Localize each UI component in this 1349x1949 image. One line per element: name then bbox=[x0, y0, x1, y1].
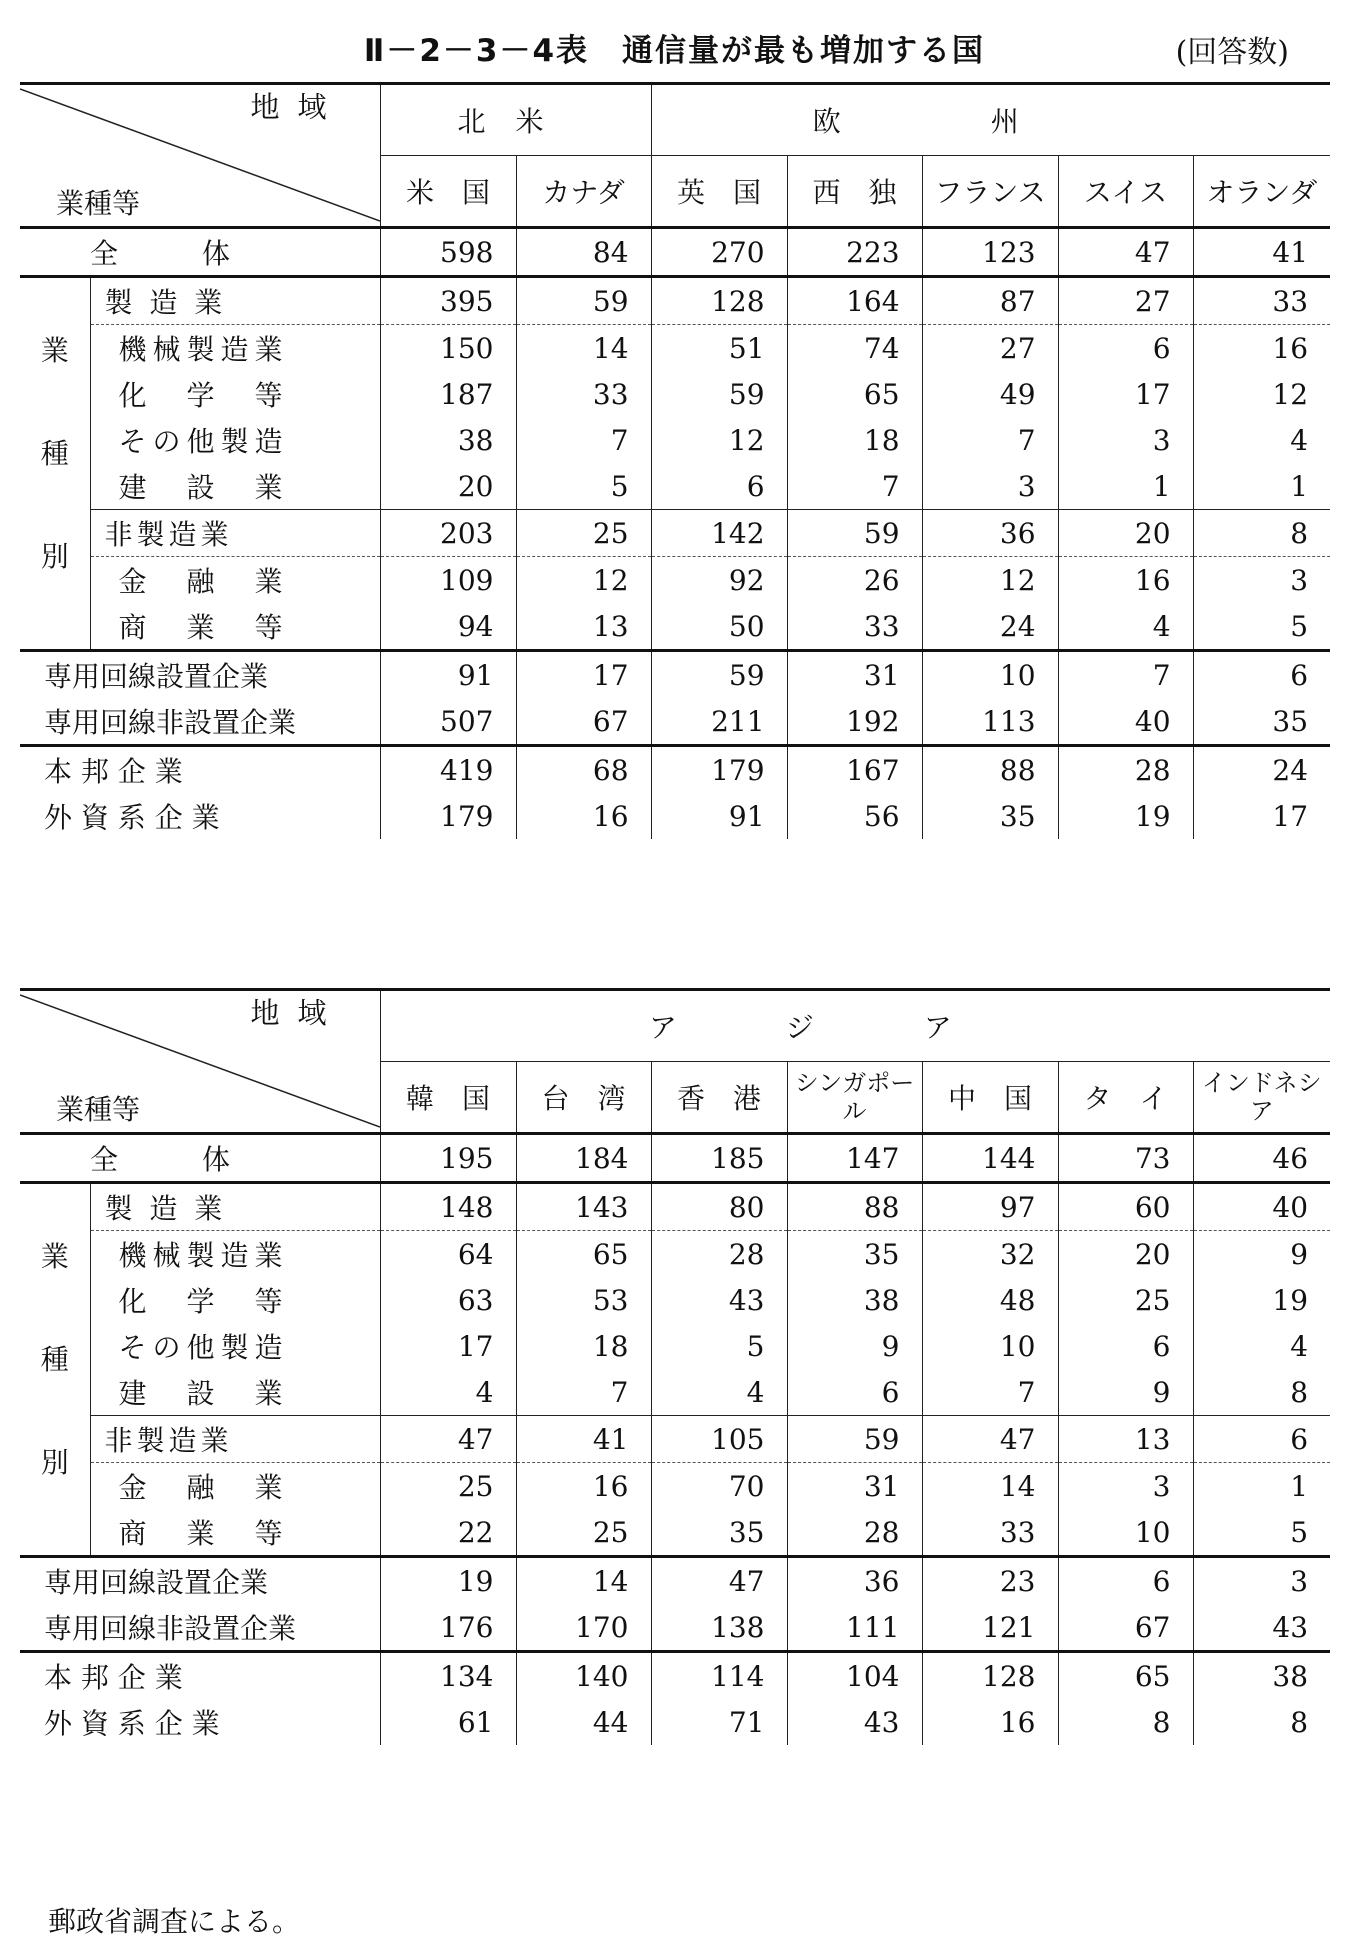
table-cell: 28 bbox=[787, 1509, 922, 1557]
table-cell: 22 bbox=[380, 1509, 516, 1557]
table-cell: 74 bbox=[787, 325, 922, 372]
table-cell: 4 bbox=[1193, 1323, 1330, 1369]
table-cell: 59 bbox=[651, 651, 787, 699]
table-cell: 3 bbox=[1193, 1557, 1330, 1605]
table-row bbox=[20, 228, 1330, 277]
row-label: 商 業 等 bbox=[90, 603, 380, 651]
table-cell: 123 bbox=[922, 228, 1058, 277]
table-cell: 140 bbox=[516, 1652, 651, 1700]
table-cell: 16 bbox=[922, 1699, 1058, 1745]
table-cell: 148 bbox=[380, 1183, 516, 1231]
table-cell: 18 bbox=[516, 1323, 651, 1369]
table-cell: 43 bbox=[787, 1699, 922, 1745]
row-label: 専用回線非設置企業 bbox=[44, 706, 297, 739]
row-label: 非製造業 bbox=[90, 510, 380, 557]
table-cell: 4 bbox=[380, 1369, 516, 1416]
table-cell: 53 bbox=[516, 1277, 651, 1323]
table-row bbox=[20, 371, 1330, 417]
column-header: 米 国 bbox=[380, 156, 516, 228]
row-label: 機械製造業 bbox=[90, 325, 380, 372]
table-cell: 59 bbox=[516, 277, 651, 325]
table-row bbox=[20, 1557, 1330, 1605]
table-row bbox=[20, 463, 1330, 510]
table-cell: 598 bbox=[380, 228, 516, 277]
column-header: 台 湾 bbox=[516, 1062, 651, 1134]
table-cell: 16 bbox=[516, 1463, 651, 1510]
row-label: 本 邦 企 業 bbox=[20, 746, 380, 794]
table-cell: 184 bbox=[516, 1134, 651, 1183]
table-cell: 50 bbox=[651, 603, 787, 651]
table-cell: 8 bbox=[1193, 1699, 1330, 1745]
table-cell: 195 bbox=[380, 1134, 516, 1183]
table-row bbox=[20, 1416, 1330, 1463]
table-cell: 38 bbox=[380, 417, 516, 463]
row-label: 機械製造業 bbox=[90, 1231, 380, 1278]
table-cell: 87 bbox=[922, 277, 1058, 325]
row-label: 外 資 系 企 業 bbox=[44, 801, 220, 834]
table-cell: 3 bbox=[1058, 1463, 1193, 1510]
table-cell: 17 bbox=[380, 1323, 516, 1369]
row-label: 製 造 業 bbox=[90, 277, 380, 325]
side-label-column bbox=[20, 1183, 90, 1557]
table-cell: 25 bbox=[380, 1463, 516, 1510]
column-header: カナダ bbox=[516, 156, 651, 228]
table-cell: 185 bbox=[651, 1134, 787, 1183]
table-cell: 10 bbox=[1058, 1509, 1193, 1557]
table-cell: 9 bbox=[1193, 1231, 1330, 1278]
side-label-column bbox=[20, 277, 90, 651]
table-row bbox=[20, 417, 1330, 463]
table-cell: 70 bbox=[651, 1463, 787, 1510]
table-cell: 65 bbox=[516, 1231, 651, 1278]
table-cell: 14 bbox=[516, 1557, 651, 1605]
table-cell: 64 bbox=[380, 1231, 516, 1278]
table-cell: 16 bbox=[1058, 557, 1193, 604]
table-cell: 203 bbox=[380, 510, 516, 557]
table-cell: 3 bbox=[1193, 557, 1330, 604]
corner-header bbox=[20, 84, 380, 228]
table-row bbox=[20, 1604, 1330, 1652]
table-cell: 187 bbox=[380, 371, 516, 417]
table-cell: 395 bbox=[380, 277, 516, 325]
table-cell: 164 bbox=[787, 277, 922, 325]
table-cell: 10 bbox=[922, 1323, 1058, 1369]
table-cell: 134 bbox=[380, 1652, 516, 1700]
table-row bbox=[20, 1134, 1330, 1183]
table-row bbox=[20, 746, 1330, 794]
table-cell: 143 bbox=[516, 1183, 651, 1231]
row-label: 化 学 等 bbox=[90, 1277, 380, 1323]
row-label: 外 資 系 企 業 bbox=[44, 1707, 220, 1740]
table-cell: 65 bbox=[787, 371, 922, 417]
table-cell: 25 bbox=[516, 1509, 651, 1557]
table-cell: 179 bbox=[380, 793, 516, 839]
table-cell: 7 bbox=[516, 417, 651, 463]
table-cell: 16 bbox=[516, 793, 651, 839]
table-cell: 5 bbox=[1193, 1509, 1330, 1557]
table-cell: 47 bbox=[380, 1416, 516, 1463]
table-cell: 114 bbox=[651, 1652, 787, 1700]
table-cell: 27 bbox=[922, 325, 1058, 372]
table-cell: 211 bbox=[651, 698, 787, 746]
table-cell: 20 bbox=[1058, 510, 1193, 557]
table-north-america-europe bbox=[20, 82, 1330, 839]
table-cell: 8 bbox=[1193, 510, 1330, 557]
table-cell: 13 bbox=[516, 603, 651, 651]
table-cell: 17 bbox=[1193, 793, 1330, 839]
row-label: 本 邦 企 業 bbox=[20, 1652, 380, 1700]
table-cell: 12 bbox=[651, 417, 787, 463]
table-cell: 97 bbox=[922, 1183, 1058, 1231]
table-cell: 38 bbox=[1193, 1652, 1330, 1700]
table-cell: 3 bbox=[1058, 417, 1193, 463]
table-row bbox=[20, 510, 1330, 557]
row-label: 専用回線設置企業 bbox=[20, 651, 380, 699]
corner-bottom-label: 業種等 bbox=[56, 187, 141, 220]
table-cell: 28 bbox=[651, 1231, 787, 1278]
side-label: 別 bbox=[40, 1445, 69, 1479]
table-cell: 128 bbox=[922, 1652, 1058, 1700]
table-cell: 507 bbox=[380, 698, 516, 746]
table-cell: 26 bbox=[787, 557, 922, 604]
table-row bbox=[20, 1277, 1330, 1323]
table-cell: 38 bbox=[787, 1277, 922, 1323]
column-header: 西 独 bbox=[787, 156, 922, 228]
column-header: 香 港 bbox=[651, 1062, 787, 1134]
table-cell: 67 bbox=[516, 698, 651, 746]
table-cell: 109 bbox=[380, 557, 516, 604]
table-cell: 167 bbox=[787, 746, 922, 794]
table-cell: 59 bbox=[787, 510, 922, 557]
table-cell: 6 bbox=[1058, 1323, 1193, 1369]
table-cell: 170 bbox=[516, 1604, 651, 1652]
table-cell: 3 bbox=[922, 463, 1058, 510]
table-asia bbox=[20, 988, 1330, 1745]
table-cell: 176 bbox=[380, 1604, 516, 1652]
table-cell: 17 bbox=[1058, 371, 1193, 417]
table-cell: 41 bbox=[516, 1416, 651, 1463]
table-cell: 12 bbox=[516, 557, 651, 604]
table-cell: 8 bbox=[1193, 1369, 1330, 1416]
table-cell: 19 bbox=[380, 1557, 516, 1605]
table-cell: 60 bbox=[1058, 1183, 1193, 1231]
table-row bbox=[20, 1463, 1330, 1510]
table-cell: 12 bbox=[922, 557, 1058, 604]
table-cell: 47 bbox=[1058, 228, 1193, 277]
corner-top-label: 地域 bbox=[250, 90, 345, 124]
table-cell: 31 bbox=[787, 1463, 922, 1510]
table-row bbox=[20, 651, 1330, 699]
row-label: 専用回線非設置企業 bbox=[44, 1612, 297, 1645]
table-cell: 47 bbox=[651, 1557, 787, 1605]
table-cell: 63 bbox=[380, 1277, 516, 1323]
table-cell: 48 bbox=[922, 1277, 1058, 1323]
column-header: フランス bbox=[922, 156, 1058, 228]
row-label: 専用回線設置企業 bbox=[20, 1557, 380, 1605]
column-header: スイス bbox=[1058, 156, 1193, 228]
table-cell: 59 bbox=[651, 371, 787, 417]
table-cell: 4 bbox=[1058, 603, 1193, 651]
table-cell: 5 bbox=[651, 1323, 787, 1369]
column-header: 英 国 bbox=[651, 156, 787, 228]
table-cell: 35 bbox=[1193, 698, 1330, 746]
table-cell: 17 bbox=[516, 651, 651, 699]
table-cell: 14 bbox=[922, 1463, 1058, 1510]
table-cell: 68 bbox=[516, 746, 651, 794]
table-row bbox=[20, 1323, 1330, 1369]
column-header: シンガポール bbox=[787, 1062, 922, 1134]
table-cell: 6 bbox=[1193, 651, 1330, 699]
table-cell: 71 bbox=[651, 1699, 787, 1745]
row-label: 製 造 業 bbox=[90, 1183, 380, 1231]
table-cell: 24 bbox=[1193, 746, 1330, 794]
table-cell: 128 bbox=[651, 277, 787, 325]
corner-bottom-label: 業種等 bbox=[56, 1093, 141, 1126]
table-cell: 20 bbox=[1058, 1231, 1193, 1278]
table-cell: 28 bbox=[1058, 746, 1193, 794]
table-cell: 5 bbox=[516, 463, 651, 510]
corner-top-label: 地域 bbox=[250, 996, 345, 1030]
table-title: Ⅱ－2－3－4表 通信量が最も増加する国 bbox=[363, 33, 986, 69]
row-label: 商 業 等 bbox=[90, 1509, 380, 1557]
table-cell: 9 bbox=[787, 1323, 922, 1369]
table-cell: 32 bbox=[922, 1231, 1058, 1278]
table-cell: 6 bbox=[651, 463, 787, 510]
row-label: 全 体 bbox=[20, 1134, 380, 1183]
side-label: 種 bbox=[40, 1342, 69, 1376]
table-row bbox=[20, 603, 1330, 651]
corner-header bbox=[20, 990, 380, 1134]
table-cell: 104 bbox=[787, 1652, 922, 1700]
row-label: 金 融 業 bbox=[90, 1463, 380, 1510]
table-cell: 192 bbox=[787, 698, 922, 746]
row-label: その他製造 bbox=[90, 417, 380, 463]
table-cell: 40 bbox=[1058, 698, 1193, 746]
table-cell: 179 bbox=[651, 746, 787, 794]
row-label: 金 融 業 bbox=[90, 557, 380, 604]
table-cell: 7 bbox=[1058, 651, 1193, 699]
table-cell: 84 bbox=[516, 228, 651, 277]
row-label: 化 学 等 bbox=[90, 371, 380, 417]
table-cell: 73 bbox=[1058, 1134, 1193, 1183]
table-cell: 43 bbox=[651, 1277, 787, 1323]
table-cell: 144 bbox=[922, 1134, 1058, 1183]
table-cell: 1 bbox=[1193, 1463, 1330, 1510]
table-cell: 19 bbox=[1058, 793, 1193, 839]
table-cell: 59 bbox=[787, 1416, 922, 1463]
table-cell: 16 bbox=[1193, 325, 1330, 372]
table-cell: 147 bbox=[787, 1134, 922, 1183]
side-label: 種 bbox=[40, 436, 69, 470]
table-cell: 12 bbox=[1193, 371, 1330, 417]
table-cell: 7 bbox=[922, 1369, 1058, 1416]
table-cell: 6 bbox=[1193, 1416, 1330, 1463]
table-cell: 46 bbox=[1193, 1134, 1330, 1183]
table-cell: 88 bbox=[787, 1183, 922, 1231]
table-cell: 223 bbox=[787, 228, 922, 277]
table-cell: 142 bbox=[651, 510, 787, 557]
table-cell: 91 bbox=[380, 651, 516, 699]
table-cell: 36 bbox=[787, 1557, 922, 1605]
table-cell: 1 bbox=[1058, 463, 1193, 510]
column-header: 韓 国 bbox=[380, 1062, 516, 1134]
table-cell: 31 bbox=[787, 651, 922, 699]
table-cell: 80 bbox=[651, 1183, 787, 1231]
table-cell: 419 bbox=[380, 746, 516, 794]
table-cell: 33 bbox=[922, 1509, 1058, 1557]
table-cell: 7 bbox=[787, 463, 922, 510]
table-cell: 65 bbox=[1058, 1652, 1193, 1700]
table-row bbox=[20, 1509, 1330, 1557]
table-cell: 24 bbox=[922, 603, 1058, 651]
table-row bbox=[20, 325, 1330, 372]
table-cell: 10 bbox=[922, 651, 1058, 699]
table-cell: 6 bbox=[1058, 1557, 1193, 1605]
table-cell: 23 bbox=[922, 1557, 1058, 1605]
table-cell: 20 bbox=[380, 463, 516, 510]
table-cell: 67 bbox=[1058, 1604, 1193, 1652]
table-cell: 33 bbox=[787, 603, 922, 651]
table-cell: 94 bbox=[380, 603, 516, 651]
row-label: その他製造 bbox=[90, 1323, 380, 1369]
table-row bbox=[20, 1231, 1330, 1278]
table-cell: 91 bbox=[651, 793, 787, 839]
table-cell: 8 bbox=[1058, 1699, 1193, 1745]
table-cell: 4 bbox=[1193, 417, 1330, 463]
table-cell: 150 bbox=[380, 325, 516, 372]
row-label: 建 設 業 bbox=[90, 1369, 380, 1416]
table-row bbox=[20, 277, 1330, 325]
table-row bbox=[20, 1183, 1330, 1231]
region-header: 欧州 bbox=[651, 84, 1330, 156]
table-cell: 33 bbox=[516, 371, 651, 417]
table-row bbox=[20, 1652, 1330, 1700]
table-cell: 27 bbox=[1058, 277, 1193, 325]
table-cell: 92 bbox=[651, 557, 787, 604]
table-cell: 25 bbox=[516, 510, 651, 557]
row-label: 全 体 bbox=[20, 228, 380, 277]
table-cell: 138 bbox=[651, 1604, 787, 1652]
table-cell: 105 bbox=[651, 1416, 787, 1463]
table-cell: 36 bbox=[922, 510, 1058, 557]
table-row bbox=[20, 698, 1330, 746]
region-header: 北米 bbox=[380, 84, 651, 156]
side-label: 業 bbox=[40, 334, 69, 368]
table-cell: 7 bbox=[922, 417, 1058, 463]
side-label: 業 bbox=[40, 1240, 69, 1274]
table-cell: 35 bbox=[787, 1231, 922, 1278]
table-cell: 88 bbox=[922, 746, 1058, 794]
source-note: 郵政省調査による。 bbox=[48, 1905, 301, 1938]
table-cell: 121 bbox=[922, 1604, 1058, 1652]
table-cell: 43 bbox=[1193, 1604, 1330, 1652]
row-label: 非製造業 bbox=[90, 1416, 380, 1463]
table-cell: 18 bbox=[787, 417, 922, 463]
table-cell: 270 bbox=[651, 228, 787, 277]
table-cell: 19 bbox=[1193, 1277, 1330, 1323]
table-cell: 13 bbox=[1058, 1416, 1193, 1463]
table-cell: 41 bbox=[1193, 228, 1330, 277]
table-cell: 113 bbox=[922, 698, 1058, 746]
table-cell: 25 bbox=[1058, 1277, 1193, 1323]
table-cell: 5 bbox=[1193, 603, 1330, 651]
unit-label: (回答数) bbox=[1175, 35, 1289, 70]
table-cell: 44 bbox=[516, 1699, 651, 1745]
column-header: タ イ bbox=[1058, 1062, 1193, 1134]
table-cell: 51 bbox=[651, 325, 787, 372]
table-cell: 49 bbox=[922, 371, 1058, 417]
table-cell: 4 bbox=[651, 1369, 787, 1416]
table-cell: 61 bbox=[380, 1699, 516, 1745]
table-cell: 6 bbox=[787, 1369, 922, 1416]
column-header: インドネシア bbox=[1193, 1062, 1330, 1134]
table-cell: 6 bbox=[1058, 325, 1193, 372]
table-cell: 111 bbox=[787, 1604, 922, 1652]
table-cell: 33 bbox=[1193, 277, 1330, 325]
table-row bbox=[20, 1369, 1330, 1416]
table-cell: 14 bbox=[516, 325, 651, 372]
table-cell: 9 bbox=[1058, 1369, 1193, 1416]
table-row bbox=[20, 1699, 1330, 1745]
table-cell: 35 bbox=[651, 1509, 787, 1557]
table-cell: 56 bbox=[787, 793, 922, 839]
side-label: 別 bbox=[40, 539, 69, 573]
table-row bbox=[20, 557, 1330, 604]
table-row bbox=[20, 793, 1330, 839]
column-header: 中 国 bbox=[922, 1062, 1058, 1134]
table-cell: 1 bbox=[1193, 463, 1330, 510]
table-cell: 7 bbox=[516, 1369, 651, 1416]
table-cell: 40 bbox=[1193, 1183, 1330, 1231]
table-cell: 47 bbox=[922, 1416, 1058, 1463]
region-header: アジア bbox=[380, 990, 1330, 1062]
row-label: 建 設 業 bbox=[90, 463, 380, 510]
column-header: オランダ bbox=[1193, 156, 1330, 228]
table-cell: 35 bbox=[922, 793, 1058, 839]
